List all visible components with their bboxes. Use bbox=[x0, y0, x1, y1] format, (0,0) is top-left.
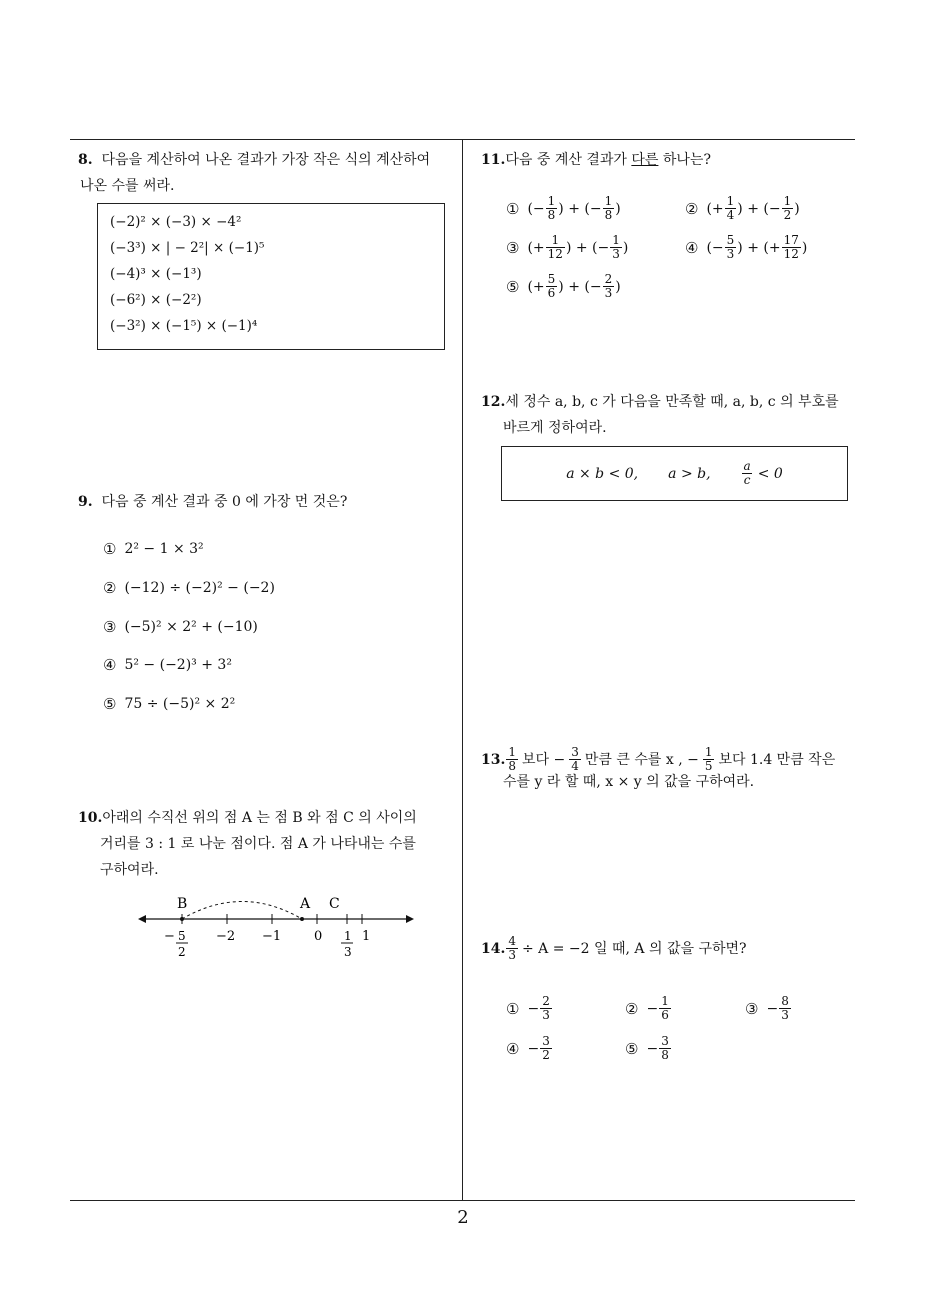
question-text: ÷ A = −2 일 때, A 의 값을 구하면? bbox=[522, 940, 747, 957]
question-number: 8. bbox=[78, 152, 93, 168]
fraction: $\frac{5}{3}$ bbox=[726, 233, 735, 261]
question-8 bbox=[78, 147, 458, 199]
question-text: 다음 중 계산 결과가 bbox=[505, 152, 632, 168]
expression-line: (−6²) × (−2²) bbox=[110, 292, 202, 308]
answer-option[interactable] bbox=[103, 618, 258, 636]
condition: $\frac{a}{c}$ < 0 bbox=[743, 459, 783, 487]
fraction: $\frac{1}{2}$ bbox=[783, 194, 792, 222]
question-number: 14. bbox=[481, 940, 506, 957]
tick-label: 5 bbox=[178, 929, 186, 943]
answer-option[interactable]: ⑤ − $\frac{3}{8}$ bbox=[625, 1034, 669, 1062]
option-mark: ⑤ bbox=[506, 277, 520, 296]
question-11 bbox=[481, 147, 856, 173]
fraction: $\frac{17}{12}$ bbox=[783, 233, 799, 261]
question-13: 13. $\frac{1}{8}$ 보다 − $\frac{3}{4}$ 만큼 큰 수를 x , − $\frac{1}{5}$ 보다 1.4 만큼 작은 수를 y 라 할 때, x × y 의 값을 구하여라. bbox=[481, 745, 836, 790]
question-text: 수를 y 라 할 때, x × y 의 값을 구하여라. bbox=[503, 774, 755, 790]
tick-label: −2 bbox=[216, 929, 236, 944]
fraction: $\frac{3}{4}$ bbox=[571, 745, 579, 773]
tick-label: 2 bbox=[178, 945, 186, 959]
expression-line: (−2)² × (−3) × −4² bbox=[110, 214, 242, 230]
fraction: $\frac{1}{8}$ bbox=[547, 194, 556, 222]
answer-option[interactable] bbox=[103, 695, 235, 713]
question-9 bbox=[78, 489, 458, 515]
answer-option[interactable]: ① (− $\frac{1}{8}$ ) + (− $\frac{1}{8}$ ) bbox=[506, 194, 621, 222]
answer-option[interactable] bbox=[103, 656, 232, 674]
fraction: $\frac{3}{2}$ bbox=[542, 1034, 550, 1062]
question-14 bbox=[481, 935, 861, 962]
question-number: 11. bbox=[481, 152, 506, 168]
question-text: 구하여라. bbox=[100, 862, 159, 878]
expression-line: (−3³) × | − 2²| × (−1)⁵ bbox=[110, 240, 265, 256]
option-mark: ⑤ bbox=[103, 695, 117, 713]
option-expression: 2² − 1 × 3² bbox=[124, 541, 204, 557]
question-number: 12. bbox=[481, 394, 506, 410]
question-text: 하나는? bbox=[658, 152, 711, 168]
fraction: $\frac{5}{6}$ bbox=[547, 272, 556, 300]
question-text-underline: 다른 bbox=[631, 152, 659, 168]
answer-option[interactable]: ④ − $\frac{3}{2}$ bbox=[506, 1034, 550, 1062]
question-number: 10. bbox=[78, 810, 103, 826]
expression-line: (−4)³ × (−1³) bbox=[110, 266, 202, 282]
option-mark: ③ bbox=[506, 238, 520, 257]
tick-label: 1 bbox=[362, 929, 371, 944]
answer-option[interactable]: ③ − $\frac{8}{3}$ bbox=[745, 994, 789, 1022]
fraction: $\frac{3}{8}$ bbox=[661, 1034, 669, 1062]
fraction: $\frac{1}{12}$ bbox=[547, 233, 563, 261]
question-text: 거리를 3 : 1 로 나눈 점이다. 점 A 가 나타내는 수를 bbox=[100, 836, 416, 852]
fraction: $\frac{2}{3}$ bbox=[604, 272, 613, 300]
fraction: $\frac{a}{c}$ bbox=[743, 459, 751, 487]
option-expression: 75 ÷ (−5)² × 2² bbox=[124, 696, 236, 712]
answer-option[interactable] bbox=[103, 579, 275, 597]
left-arrow-icon bbox=[138, 915, 146, 923]
fraction: $\frac{1}{8}$ bbox=[604, 194, 613, 222]
answer-option[interactable]: ③ (+ $\frac{1}{12}$ ) + (− $\frac{1}{3}$ ) bbox=[506, 233, 629, 261]
condition: a × b < 0, bbox=[566, 465, 639, 482]
condition-box bbox=[501, 446, 848, 501]
option-mark: ③ bbox=[103, 618, 117, 636]
question-text: 세 정수 a, b, c 가 다음을 만족할 때, a, b, c 의 부호를 bbox=[505, 394, 839, 410]
fraction: $\frac{8}{3}$ bbox=[781, 994, 789, 1022]
tick-label: − bbox=[164, 929, 175, 944]
answer-option[interactable]: ④ (− $\frac{5}{3}$ ) + (+ $\frac{17}{12}$ ) bbox=[685, 233, 808, 261]
label-a: A bbox=[300, 896, 311, 912]
answer-option[interactable] bbox=[103, 540, 204, 558]
fraction: $\frac{1}{3}$ bbox=[612, 233, 620, 261]
option-expression: (−12) ÷ (−2)² − (−2) bbox=[124, 580, 275, 596]
option-mark: ① bbox=[103, 540, 117, 558]
answer-option[interactable]: ⑤ (+ $\frac{5}{6}$ ) + (− $\frac{2}{3}$ ) bbox=[506, 272, 621, 300]
fraction: $\frac{1}{4}$ bbox=[726, 194, 735, 222]
option-expression: (−5)² × 2² + (−10) bbox=[124, 619, 258, 635]
answer-option[interactable]: ① − $\frac{2}{3}$ bbox=[506, 994, 550, 1022]
label-b: B bbox=[177, 896, 188, 912]
tick-label: −1 bbox=[262, 929, 282, 944]
fraction: $\frac{1}{8}$ bbox=[508, 745, 516, 773]
tick-label: 1 bbox=[344, 929, 352, 943]
option-mark: ④ bbox=[103, 656, 117, 674]
number-line bbox=[130, 890, 430, 970]
question-text: 바르게 정하여라. bbox=[503, 420, 607, 436]
fraction: $\frac{1}{6}$ bbox=[661, 994, 669, 1022]
question-number: 9. bbox=[78, 494, 93, 510]
option-mark: ② bbox=[103, 579, 117, 597]
option-mark: ② bbox=[685, 199, 699, 218]
right-arrow-icon bbox=[406, 915, 414, 923]
fraction: $\frac{2}{3}$ bbox=[542, 994, 550, 1022]
tick-label: 0 bbox=[314, 929, 323, 944]
question-12 bbox=[481, 389, 861, 441]
question-text: 나온 수를 써라. bbox=[80, 178, 175, 194]
question-text: 다음을 계산하여 나온 결과가 가장 작은 식의 계산하여 bbox=[101, 152, 431, 168]
label-c: C bbox=[329, 896, 340, 912]
question-10 bbox=[78, 805, 458, 883]
question-text: 다음 중 계산 결과 중 0 에 가장 먼 것은? bbox=[101, 494, 348, 510]
option-mark: ④ bbox=[685, 238, 699, 257]
option-expression: 5² − (−2)³ + 3² bbox=[124, 657, 232, 673]
answer-option[interactable]: ② − $\frac{1}{6}$ bbox=[625, 994, 669, 1022]
condition: a > b, bbox=[668, 465, 711, 482]
column-divider bbox=[462, 139, 463, 1201]
page-number: 2 bbox=[457, 1207, 469, 1228]
question-text: 아래의 수직선 위의 점 A 는 점 B 와 점 C 의 사이의 bbox=[102, 810, 417, 826]
tick-label: 3 bbox=[344, 945, 352, 959]
option-mark: ① bbox=[506, 199, 520, 218]
expression-line: (−3²) × (−1⁵) × (−1)⁴ bbox=[110, 318, 258, 334]
fraction: $\frac{1}{5}$ bbox=[704, 745, 713, 773]
question-number: 13. bbox=[481, 751, 506, 768]
answer-option[interactable]: ② (+ $\frac{1}{4}$ ) + (− $\frac{1}{2}$ ) bbox=[685, 194, 800, 222]
distance-arc bbox=[182, 902, 302, 920]
fraction: $\frac{4}{3}$ bbox=[508, 934, 516, 962]
